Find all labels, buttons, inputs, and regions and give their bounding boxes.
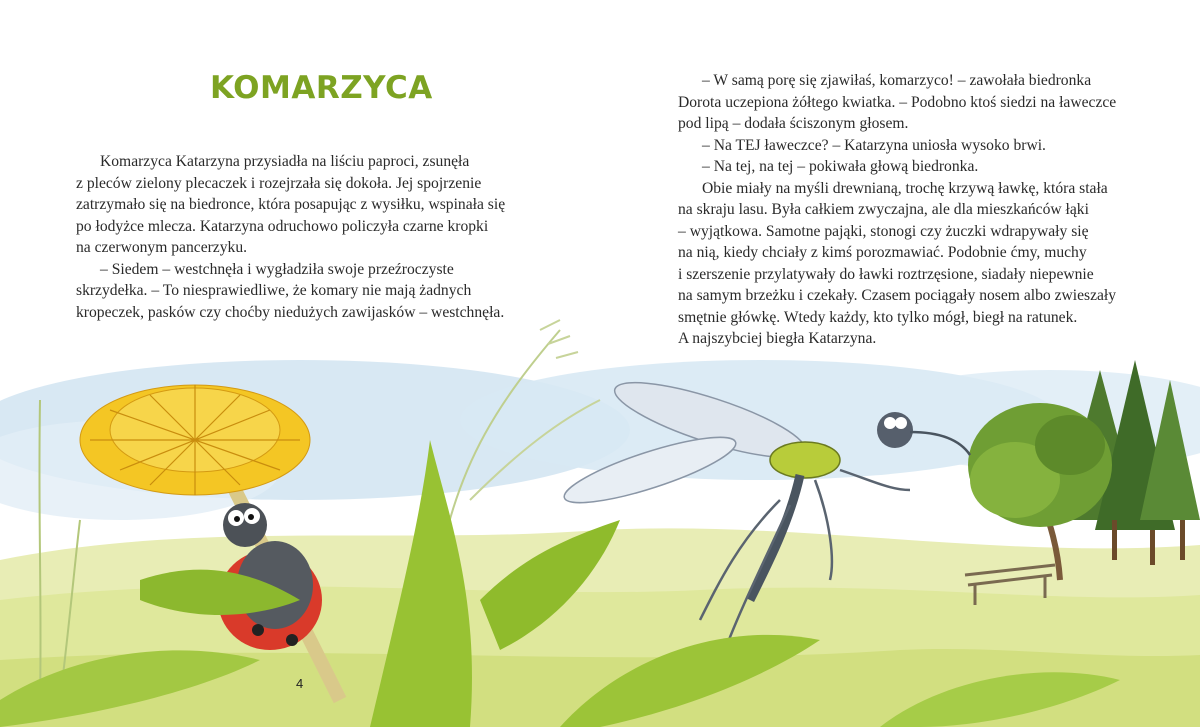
text-line: Dorota uczepiona żółtego kwiatka. – Podobno ktoś siedzi na ławeczce bbox=[678, 93, 1117, 111]
text-line: na skraju lasu. Była całkiem zwyczajna, ale dla mieszkańców łąki bbox=[678, 201, 1089, 218]
text-line: Komarzyca Katarzyna przysiadła na liściu paproci, zsunęła bbox=[100, 153, 470, 170]
text-line: po łodyżce mlecza. Katarzyna odruchowo policzyła czarne kropki bbox=[76, 217, 489, 235]
text-line: skrzydełka. – To niesprawiedliwe, że komary nie mają żadnych bbox=[76, 282, 472, 299]
text-line: z pleców zielony plecaczek i rozejrzała się dokoła. Jej spojrzenie bbox=[76, 174, 482, 192]
right-text-column bbox=[678, 70, 1118, 350]
text-line: – wyjątkowa. Samotne pająki, stonogi czy żuczki wdrapywały się bbox=[678, 222, 1089, 240]
text-line: na samym brzeżku i czekały. Czasem pociągały nosem albo zwieszały bbox=[678, 287, 1117, 304]
text-line: na czerwonym pancerzyku. bbox=[76, 239, 248, 256]
text-line: smętnie główkę. Wtedy każdy, kto tylko mógł, biegł na ratunek. bbox=[678, 308, 1078, 326]
text-line: Obie miały na myśli drewnianą, trochę krzywą ławkę, która stała bbox=[702, 179, 1108, 197]
text-line: – Na TEJ ławeczce? – Katarzyna uniosła wysoko brwi. bbox=[702, 136, 1046, 154]
text-line: – Na tej, na tej – pokiwała głową biedronka. bbox=[702, 158, 979, 175]
text-line: pod lipą – dodała ściszonym głosem. bbox=[678, 115, 909, 132]
text-line: na nią, kiedy chciały z kimś porozmawiać. Podobnie ćmy, muchy bbox=[678, 244, 1087, 261]
text-line: A najszybciej biegła Katarzyna. bbox=[678, 330, 877, 347]
page-title: KOMARZYCA bbox=[210, 70, 433, 106]
text-line: zatrzymało się na biedronce, która posapując z wysiłku, wspinała się bbox=[76, 196, 506, 213]
text-line: – W samą porę się zjawiłaś, komarzyco! – zawołała biedronka bbox=[702, 72, 1092, 89]
text-line: i szerszenie przylatywały do ławki roztrzęsione, siadały niepewnie bbox=[678, 265, 1094, 283]
text-line: – Siedem – westchnęła i wygładziła swoje przeźroczyste bbox=[100, 260, 454, 278]
page-number: 4 bbox=[296, 676, 304, 691]
text-line: kropeczek, pasków czy choćby niedużych zawijasków – westchnęła. bbox=[76, 303, 505, 321]
left-text-column bbox=[76, 151, 516, 323]
